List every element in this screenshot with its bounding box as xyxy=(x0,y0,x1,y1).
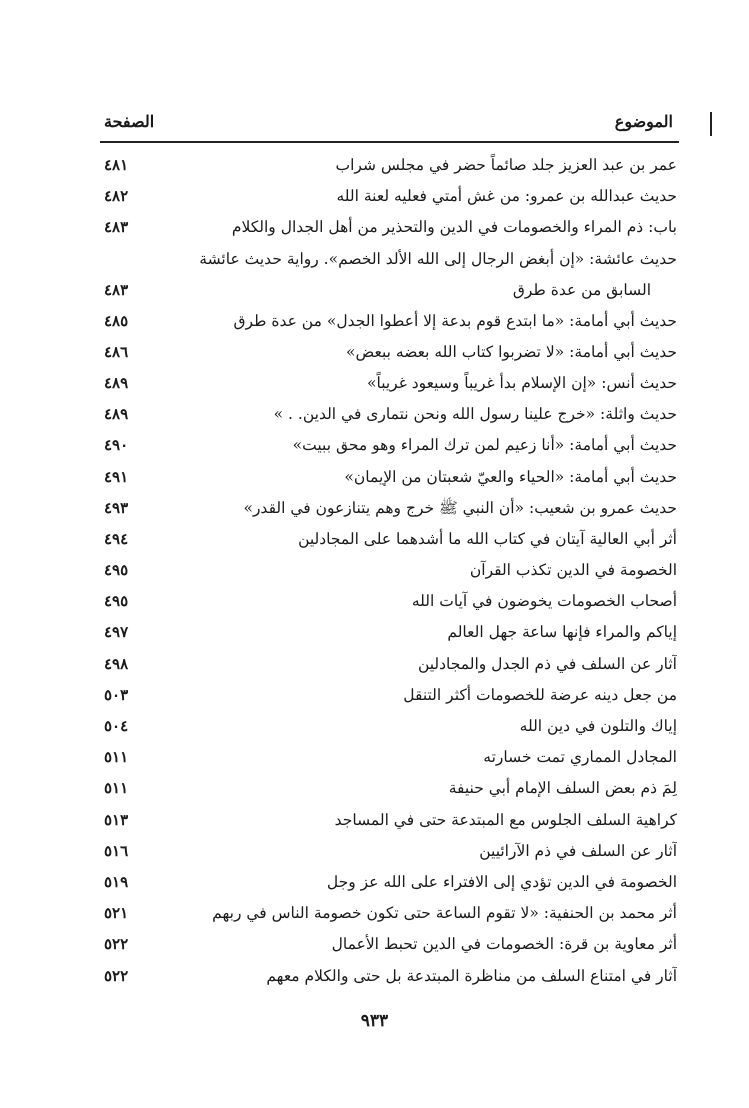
toc-entry-title xyxy=(170,368,677,399)
toc-entry-title xyxy=(170,742,677,773)
toc-entry-title xyxy=(170,555,677,586)
toc-entry-title-text: لِمَ ذم بعض السلف الإمام أبي حنيفة xyxy=(448,779,677,798)
toc-entry xyxy=(100,399,677,430)
toc-entry-title-text: حديث أبي أمامة: «أنا زعيم لمن ترك المراء وهو محق ببيت» xyxy=(292,436,677,455)
toc-entry-title-text: الخصومة في الدين تؤدي إلى الافتراء على الله عز وجل xyxy=(326,872,677,891)
toc-entry-title xyxy=(170,181,677,212)
toc-entry-title-text: إياك والتلون في دين الله xyxy=(519,717,677,735)
toc-entry xyxy=(100,649,677,680)
toc-entry-title xyxy=(170,586,677,617)
toc-entry xyxy=(100,617,677,648)
toc-entry-page: ٤٨٦ xyxy=(104,342,129,361)
toc-entry-title-text: حديث واثلة: «خرج علينا رسول الله ونحن نتمارى في الدين. . » xyxy=(273,405,677,424)
header-topic: الموضوع xyxy=(614,112,673,131)
toc-entry-page: ٤٩٨ xyxy=(104,654,129,673)
toc-entry xyxy=(100,711,677,742)
toc-entry-title-text: حديث عمرو بن شعيب: «أن النبي ﷺ خرج وهم يتنازعون في القدر» xyxy=(243,498,677,517)
toc-entry-title xyxy=(170,898,677,929)
toc-entry-title-text: المجادل المماري تمت خسارته xyxy=(483,748,677,767)
toc-entry xyxy=(100,244,677,306)
toc-entry-page: ٤٩٥ xyxy=(104,561,129,580)
toc-entry xyxy=(100,961,677,992)
toc-entry-title xyxy=(170,150,677,181)
toc-entry-title-text: آثار عن السلف في ذم الجدل والمجادلين xyxy=(417,654,677,673)
toc-entry-page: ٤٨١ xyxy=(104,156,129,174)
toc-entry-title xyxy=(170,649,677,680)
toc-entry xyxy=(100,493,677,524)
toc-entry xyxy=(100,898,677,929)
toc-entry-title-text: أثر أبي العالية آيتان في كتاب الله ما أشدهما على المجادلين xyxy=(298,529,677,548)
toc-entry-title-text: آثار عن السلف في ذم الآرائيين xyxy=(479,841,677,860)
toc-entry-page: ٤٩٣ xyxy=(104,498,129,517)
toc-entry-title-text: حديث عائشة: «إن أبغض الرجال إلى الله الألد الخصم». رواية حديث عائشة xyxy=(199,249,677,268)
toc-entry xyxy=(100,836,677,867)
toc-entry-title xyxy=(170,773,677,804)
toc-entry-page: ٥١١ xyxy=(104,779,129,798)
toc-entry-title-text: أثر معاوية بن قرة: الخصومات في الدين تحبط الأعمال xyxy=(331,935,677,954)
toc-entry xyxy=(100,368,677,399)
toc-entry xyxy=(100,867,677,898)
toc-entry-title-text: حديث أنس: «إن الإسلام بدأ غريباً وسيعود غريباً» xyxy=(366,373,677,392)
toc-entry-page: ٤٨٢ xyxy=(104,187,129,206)
toc-entry-title xyxy=(170,212,677,243)
toc-entry-page: ٤٩٧ xyxy=(104,623,129,642)
toc-entry-title xyxy=(170,524,677,555)
toc-entry-title-text: كراهية السلف الجلوس مع المبتدعة حتى في المساجد xyxy=(334,810,677,829)
toc-entry xyxy=(100,555,677,586)
toc-entry-page: ٥٠٤ xyxy=(104,717,129,735)
toc-entry-title-text: من جعل دينه عرضة للخصومات أكثر التنقل xyxy=(403,685,677,704)
toc-entry-title xyxy=(170,867,677,898)
toc-entry-title-text: حديث أبي أمامة: «الحياء والعيّ شعبتان من الإيمان» xyxy=(344,467,677,486)
toc-entry xyxy=(100,462,677,493)
toc-entry-title xyxy=(170,961,677,992)
toc-entry xyxy=(100,430,677,461)
toc-entry-title-text: حديث أبي أمامة: «لا تضربوا كتاب الله بعضه ببعض» xyxy=(346,342,677,361)
toc-entry-page: ٤٨٥ xyxy=(104,311,129,330)
toc-entry-title xyxy=(170,680,677,711)
toc-entry-page: ٥٢٢ xyxy=(104,966,129,985)
toc-entry-title-text: آثار في امتناع السلف من مناظرة المبتدعة بل حتى والكلام معهم xyxy=(266,966,677,985)
toc-entry xyxy=(100,337,677,368)
toc-entry-page: ٥١٩ xyxy=(104,872,129,891)
toc-entry-page: ٥١٦ xyxy=(104,841,129,860)
toc-entry-page: ٤٩٠ xyxy=(104,436,129,455)
toc-entry-title xyxy=(170,462,677,493)
toc-entry-title xyxy=(170,493,677,524)
toc-entry-page: ٤٩٤ xyxy=(104,529,129,548)
toc-entry xyxy=(100,742,677,773)
toc-entry-page: ٤٩١ xyxy=(104,467,129,486)
header-rule xyxy=(100,141,679,143)
toc-entry-title xyxy=(170,430,677,461)
toc-entry-title xyxy=(170,337,677,368)
toc-entry-title-text: إياكم والمراء فإنها ساعة جهل العالم xyxy=(447,623,677,642)
toc-entry xyxy=(100,181,677,212)
toc-entry xyxy=(100,524,677,555)
toc-entry-page: ٥٠٣ xyxy=(104,685,129,704)
toc-entry-page: ٤٩٥ xyxy=(104,592,129,611)
toc-entry-page: ٥٢٢ xyxy=(104,935,129,954)
toc-entry xyxy=(100,929,677,960)
toc-entry xyxy=(100,773,677,804)
toc-entry-title xyxy=(170,929,677,960)
toc-entry-page: ٤٨٣ xyxy=(104,280,129,299)
toc-entry-title-continuation: السابق من عدة طرق xyxy=(512,280,651,299)
page-number: ٩٣٣ xyxy=(360,1011,389,1031)
header-page: الصفحة xyxy=(104,112,155,131)
corner-mark xyxy=(710,112,712,136)
toc-entry-title-text: حديث أبي أمامة: «ما ابتدع قوم بدعة إلا أعطوا الجدل» من عدة طرق xyxy=(233,311,677,330)
toc-entry-page: ٥٢١ xyxy=(104,904,129,923)
toc-entry xyxy=(100,586,677,617)
toc-entry-title-text: عمر بن عبد العزيز جلد صائماً حضر في مجلس شراب xyxy=(335,156,677,174)
toc-entry-page: ٥١١ xyxy=(104,748,129,767)
toc-entry-title xyxy=(170,805,677,836)
toc-list xyxy=(100,150,677,992)
toc-entry-title xyxy=(170,836,677,867)
toc-entry-page: ٤٨٣ xyxy=(104,218,129,237)
toc-entry-page: ٤٨٩ xyxy=(104,405,129,424)
toc-entry xyxy=(100,150,677,181)
toc-entry-title xyxy=(170,711,677,742)
toc-entry-title-text: أثر محمد بن الحنفية: «لا تقوم الساعة حتى تكون خصومة الناس في ربهم xyxy=(212,904,677,923)
toc-entry xyxy=(100,212,677,243)
toc-entry xyxy=(100,680,677,711)
toc-entry xyxy=(100,306,677,337)
toc-entry-title-text: الخصومة في الدين تكذب القرآن xyxy=(469,561,677,580)
toc-entry xyxy=(100,805,677,836)
toc-entry-title-text: أصحاب الخصومات يخوضون في آيات الله xyxy=(411,592,677,611)
toc-entry-title xyxy=(170,306,677,337)
toc-entry-title xyxy=(170,617,677,648)
toc-entry-title xyxy=(170,399,677,430)
toc-entry-title-text: باب: ذم المراء والخصومات في الدين والتحذير من أهل الجدال والكلام xyxy=(231,218,677,237)
toc-entry-page: ٤٨٩ xyxy=(104,373,129,392)
toc-entry-title xyxy=(130,244,677,306)
toc-entry-title-text: حديث عبدالله بن عمرو: من غش أمتي فعليه لعنة الله xyxy=(336,187,677,206)
toc-entry-page: ٥١٣ xyxy=(104,810,129,829)
